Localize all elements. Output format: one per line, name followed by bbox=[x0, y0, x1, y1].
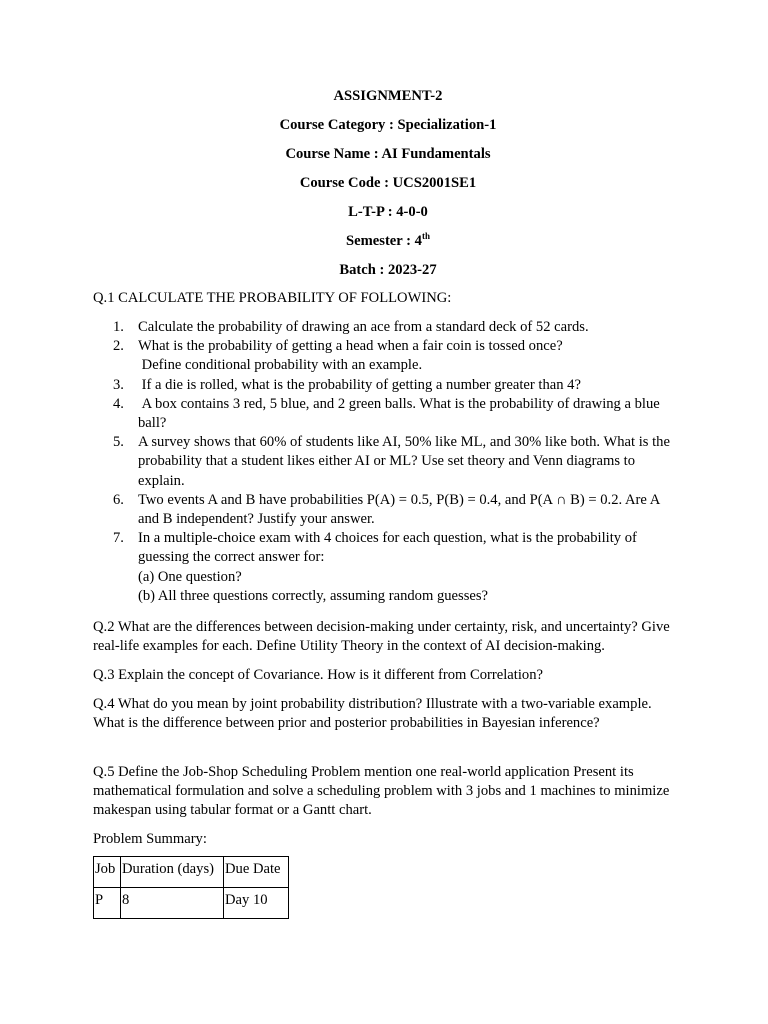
list-item bbox=[93, 395, 683, 433]
q3-text: Q.3 Explain the concept of Covariance. How is it different from Correlation? bbox=[93, 667, 543, 683]
list-item-text: If a die is rolled, what is the probability of getting a number greater than 4? bbox=[138, 376, 581, 393]
table-cell-duration: 8 bbox=[121, 888, 224, 919]
problem-summary-label: Problem Summary: bbox=[93, 831, 207, 847]
batch: Batch : 2023-27 bbox=[339, 262, 437, 278]
table-cell-due-date: Day 10 bbox=[224, 888, 289, 919]
assignment-title: ASSIGNMENT-2 bbox=[333, 88, 443, 104]
list-item-number: 5. bbox=[113, 434, 124, 451]
table-header-due-date: Due Date bbox=[224, 857, 289, 888]
list-item-text: Calculate the probability of drawing an ace from a standard deck of 52 cards. bbox=[138, 319, 589, 335]
q1-list bbox=[93, 318, 683, 606]
list-item-text: A survey shows that 60% of students like AI, 50% like ML, and 30% like both. What is the probability that a student likes either AI or ML? Use set theory and Venn diagrams to explain. bbox=[138, 434, 670, 489]
list-item-text: Two events A and B have probabilities P(A) = 0.5, P(B) = 0.4, and P(A ∩ B) = 0.2. Are A and B independent? Justify your answer. bbox=[138, 491, 660, 528]
list-item bbox=[93, 318, 683, 337]
list-item-number: 3. bbox=[113, 376, 124, 393]
course-code: Course Code : UCS2001SE1 bbox=[299, 175, 477, 191]
list-item-text: A box contains 3 red, 5 blue, and 2 green balls. What is the probability of drawing a blue ball? bbox=[138, 395, 664, 432]
table-header-row bbox=[94, 857, 289, 888]
q4-text: Q.4 What do you mean by joint probability distribution? Illustrate with a two-variable example. What is the difference between prior and posterior probabilities in Bayesian inference? bbox=[93, 696, 652, 732]
ltp: L-T-P : 4-0-0 bbox=[348, 204, 428, 220]
list-item bbox=[93, 529, 683, 606]
course-name: Course Name : AI Fundamentals bbox=[285, 146, 491, 162]
semester-superscript: th bbox=[421, 231, 430, 241]
q1-heading: Q.1 CALCULATE THE PROBABILITY OF FOLLOWING: bbox=[93, 290, 452, 306]
semester bbox=[93, 232, 683, 250]
q5-text: Q.5 Define the Job-Shop Scheduling Problem mention one real-world application Present its mathematical formulation and solve a scheduling problem with 3 jobs and 1 machines to minimize makespan using tabular format or a Gantt chart. bbox=[93, 764, 670, 819]
table-cell-job: P bbox=[94, 888, 121, 919]
list-item-number: 6. bbox=[113, 491, 124, 508]
semester-text: Semester : 4 bbox=[346, 233, 422, 249]
list-item-text: What is the probability of getting a head when a fair coin is tossed once? bbox=[138, 338, 563, 355]
list-item-number: 1. bbox=[113, 319, 124, 335]
list-item bbox=[93, 491, 683, 529]
table-header-job: Job bbox=[94, 857, 121, 888]
list-item-number: 2. bbox=[113, 338, 124, 355]
list-item-text: In a multiple-choice exam with 4 choices for each question, what is the probability of guessing the correct answer for: bbox=[138, 530, 637, 566]
table-header-duration: Duration (days) bbox=[121, 857, 224, 888]
problem-summary-table bbox=[93, 856, 289, 919]
table-row bbox=[94, 888, 289, 919]
q2-text: Q.2 What are the differences between decision-making under certainty, risk, and uncertainty? Give real-life examples for each. Define Utility Theory in the context of AI decision-making. bbox=[93, 619, 670, 655]
list-item bbox=[93, 337, 683, 375]
course-category: Course Category : Specialization-1 bbox=[279, 117, 497, 133]
list-item-text: (b) All three questions correctly, assuming random guesses? bbox=[138, 587, 489, 604]
list-item-number: 4. bbox=[113, 395, 124, 412]
list-item-number: 7. bbox=[113, 530, 124, 547]
list-item-text: (a) One question? bbox=[138, 568, 242, 585]
list-item bbox=[93, 376, 683, 395]
list-item-text: Define conditional probability with an example. bbox=[138, 357, 423, 374]
list-item bbox=[93, 433, 683, 491]
